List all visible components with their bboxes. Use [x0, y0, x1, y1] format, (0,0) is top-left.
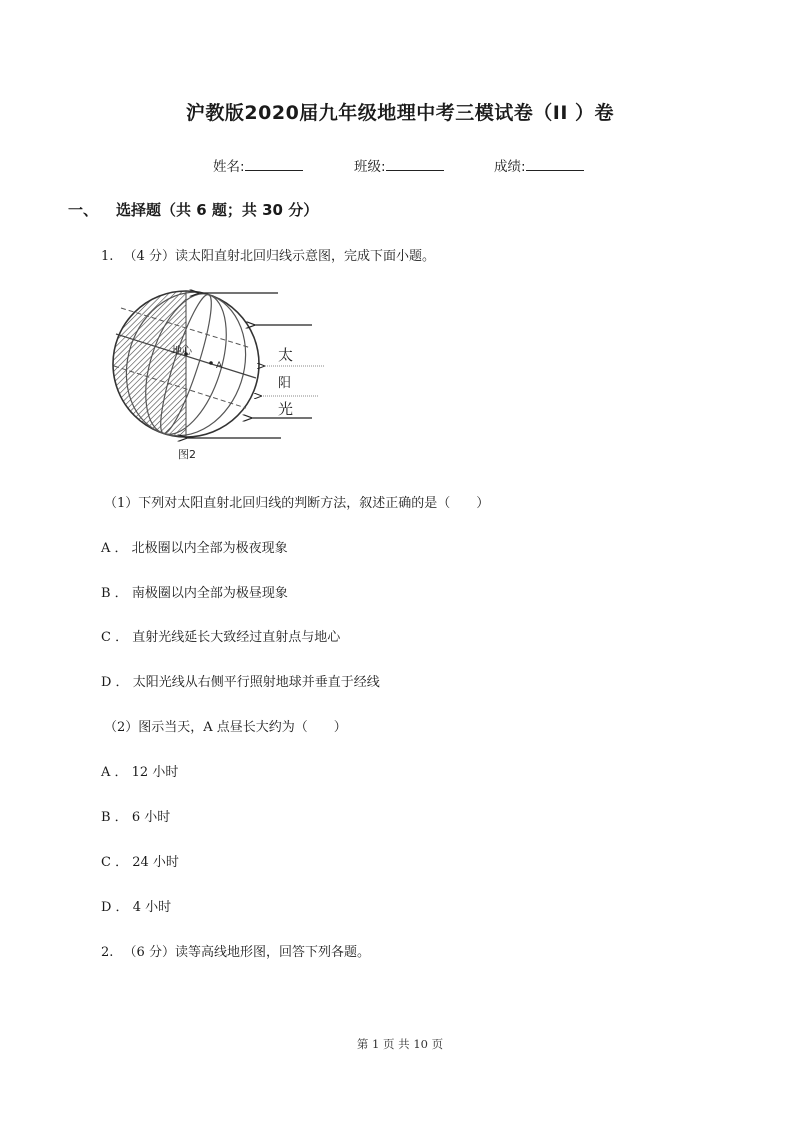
class-blank [386, 157, 444, 171]
subquestion-2-stem: （2）图示当天，A 点昼长大约为（ ） [104, 720, 347, 735]
class-label: 班级: [354, 159, 386, 175]
option-1c: C ． 直射光线延长大致经过直射点与地心 [101, 630, 341, 645]
name-label: 姓名: [213, 159, 245, 175]
score-label: 成绩: [494, 159, 526, 175]
question-number: 2. [101, 945, 114, 960]
score-field [494, 155, 584, 175]
svg-text:地心: 地心 [172, 346, 192, 357]
name-blank [245, 157, 303, 171]
section-number: 一、 [68, 201, 99, 219]
document-title: 沪教版2020届九年级地理中考三模试卷（II ）卷 [185, 102, 615, 124]
svg-text:光: 光 [278, 400, 294, 418]
subquestion-1-stem: （1）下列对太阳直射北回归线的判断方法，叙述正确的是（ ） [104, 496, 490, 511]
svg-text:太: 太 [278, 346, 294, 364]
name-field [213, 155, 303, 175]
sun-globe-figure [106, 288, 326, 464]
option-2b: B ． 6 小时 [101, 810, 171, 825]
question-number: 1. [101, 249, 114, 264]
svg-text:A: A [216, 361, 223, 371]
score-blank [526, 157, 584, 171]
svg-text:图2: 图2 [178, 448, 196, 461]
question-2 [101, 941, 370, 960]
question-stem: （6 分）读等高线地形图，回答下列各题。 [123, 945, 370, 960]
option-2d: D ． 4 小时 [101, 900, 172, 915]
option-1b: B ． 南极圈以内全部为极昼现象 [101, 586, 288, 601]
option-1d: D ． 太阳光线从右侧平行照射地球并垂直于经线 [101, 675, 380, 690]
page-footer: 第 1 页 共 10 页 [356, 1037, 444, 1051]
option-1a: A ． 北极圈以内全部为极夜现象 [101, 541, 288, 556]
option-2c: C ． 24 小时 [101, 855, 179, 870]
svg-text:阳: 阳 [278, 376, 292, 391]
class-field [354, 155, 444, 175]
globe-diagram [106, 288, 326, 464]
section-heading [68, 199, 318, 220]
question-stem: （4 分）读太阳直射北回归线示意图，完成下面小题。 [123, 249, 435, 264]
section-title: 选择题（共 6 题；共 30 分） [116, 201, 319, 219]
question-1 [101, 245, 435, 264]
option-2a: A ． 12 小时 [101, 765, 179, 780]
